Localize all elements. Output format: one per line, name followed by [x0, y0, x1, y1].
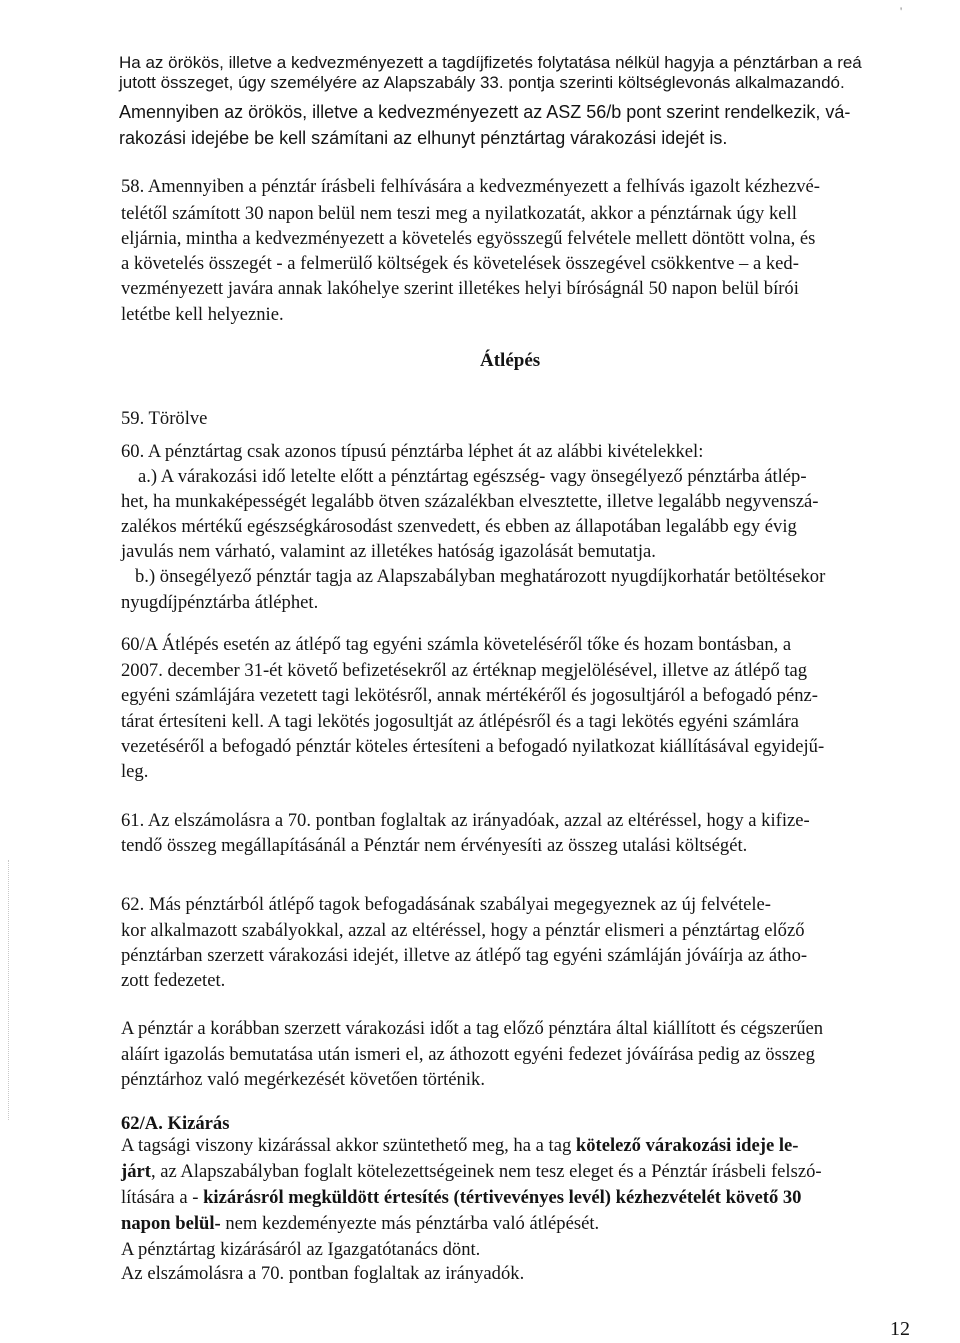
text-line: vezetéséről a befogadó pénztár köteles értesíteni a befogadó nyilatkozat kiállításával egyidejű-: [121, 736, 825, 757]
text-line: letétbe kell helyeznie.: [121, 304, 284, 325]
text-line: rakozási idejébe be kell számítani az elhunyt pénztártag várakozási idejét is.: [119, 128, 728, 148]
text-line: [121, 1213, 599, 1235]
text-line: 2007. december 31-ét követő befizetésekről az értéknap megjelölésével, illetve az átlépő tag: [121, 660, 808, 681]
text-line: a.) A várakozási idő letelte előtt a pénztártag egészség- vagy önsegélyező pénztárba átlép-: [138, 466, 807, 487]
bold-span: kizárásról megküldött értesítés (tértivevényes levél) kézhezvételét követő 30: [203, 1187, 802, 1208]
text-line: telétől számított 30 napon belül nem teszi meg a nyilatkozatát, akkor a pénztárnak úgy kell: [121, 203, 797, 224]
text-line: vezményezett javára annak lakóhelye szerint illetékes helyi bíróságnál 50 napon belül bírói: [121, 278, 799, 299]
text-span: A tagsági viszony kizárással akkor szüntethető meg, ha a tag: [121, 1135, 576, 1156]
text-line: eljárnia, mintha a kedvezményezett a követelés egyösszegű felvétele mellett döntött volna, és: [121, 228, 816, 249]
text-line: 60/A Átlépés esetén az átlépő tag egyéni számla követeléséről tőke és hozam bontásban, a: [121, 634, 792, 655]
text-line: 58. Amennyiben a pénztár írásbeli felhívására a kedvezményezett a felhívás igazolt kézhezvé-: [121, 176, 820, 197]
text-line: zott fedezetet.: [121, 970, 226, 991]
bold-span: napon belül-: [121, 1213, 221, 1234]
scan-margin-dots: [8, 860, 10, 1120]
text-line: nyugdíjpénztárba átléphet.: [121, 592, 319, 613]
text-line: javulás nem várható, valamint az illetékes hatóság igazolását bemutatja.: [121, 541, 656, 562]
text-line: a követelés összegét - a felmerülő költségek és követelések összegével csökkentve – a ked-: [121, 253, 799, 274]
paragraph-59: 59. Törölve: [121, 408, 208, 429]
text-line: leg.: [121, 761, 149, 782]
text-line: zalékos mértékű egészségkárosodást szenvedett, és ebben az állapotában legalább egy évig: [121, 516, 797, 537]
text-line: 60. A pénztártag csak azonos típusú pénztárba léphet át az alábbi kivételekkel:: [121, 441, 704, 462]
bold-span: kötelező várakozási ideje le-: [575, 1135, 799, 1156]
text-line: [121, 1187, 801, 1209]
text-line: b.) önsegélyező pénztár tagja az Alapszabályban meghatározott nyugdíjkorhatár betöltésekor: [135, 566, 826, 587]
text-line: tendő összeg megállapításánál a Pénztár nem érvényesíti az összeg utalási költségét.: [121, 835, 748, 856]
text-line: 61. Az elszámolásra a 70. pontban foglaltak az irányadóak, azzal az eltéréssel, hogy a kifize-: [121, 810, 810, 831]
text-span: lítására a -: [121, 1187, 204, 1208]
text-line: jutott összeget, úgy személyére az Alapszabály 33. pontja szerinti költséglevonás alkalmazandó.: [119, 73, 845, 92]
text-line: aláírt igazolás bemutatása után ismeri el, az áthozott egyéni fedezet jóváírása pedig az összeg: [121, 1044, 815, 1065]
page-number: 12: [890, 1318, 910, 1340]
text-line: [121, 1135, 798, 1157]
text-line: Az elszámolásra a 70. pontban foglaltak az irányadók.: [121, 1263, 525, 1284]
section-heading-atlepes: Átlépés: [480, 350, 541, 371]
corner-mark: ': [900, 4, 903, 18]
bold-span: járt: [121, 1161, 151, 1182]
text-line: 62. Más pénztárból átlépő tagok befogadásának szabályai megegyeznek az új felvétele-: [121, 894, 771, 915]
text-line: A pénztártag kizárásáról az Igazgatótanács dönt.: [121, 1239, 481, 1260]
text-line: [121, 1161, 822, 1183]
text-line: pénztárban szerzett várakozási idejét, illetve az átlépő tag egyéni számláján jóváírja az átho-: [121, 945, 808, 966]
text-line: het, ha munkaképességét legalább ötven százalékban elvesztette, illetve legalább negyvenszá-: [121, 491, 819, 512]
section-title: 62/A. Kizárás: [121, 1113, 230, 1134]
text-line: pénztárhoz való megérkezését követően történik.: [121, 1069, 485, 1090]
text-line: A pénztár a korábban szerzett várakozási időt a tag előző pénztára által kiállított és cégszerűen: [121, 1018, 824, 1039]
text-line: egyéni számlájára vezetett tagi lekötésről, annak mértékéről és jogosultjáról a befogadó pénz-: [121, 685, 818, 706]
text-line: Amennyiben az örökös, illetve a kedvezményezett az ASZ 56/b pont szerint rendelkezik, vá-: [119, 102, 851, 122]
text-line: tárat értesíteni kell. A tagi lekötés jogosultját az átlépésről és a tagi lekötés egyéni számlára: [121, 711, 799, 732]
text-line: Ha az örökös, illetve a kedvezményezett a tagdíjfizetés folytatása nélkül hagyja a pénztárban a reá: [119, 53, 862, 72]
text-span: nem kezdeményezte más pénztárba való átlépését.: [220, 1213, 600, 1234]
text-span: , az Alapszabályban foglalt kötelezettségeinek nem tesz eleget és a Pénztár írásbeli felszó-: [150, 1161, 822, 1182]
text-line: kor alkalmazott szabályokkal, azzal az eltéréssel, hogy a pénztár elismeri a pénztártag előző: [121, 920, 805, 941]
